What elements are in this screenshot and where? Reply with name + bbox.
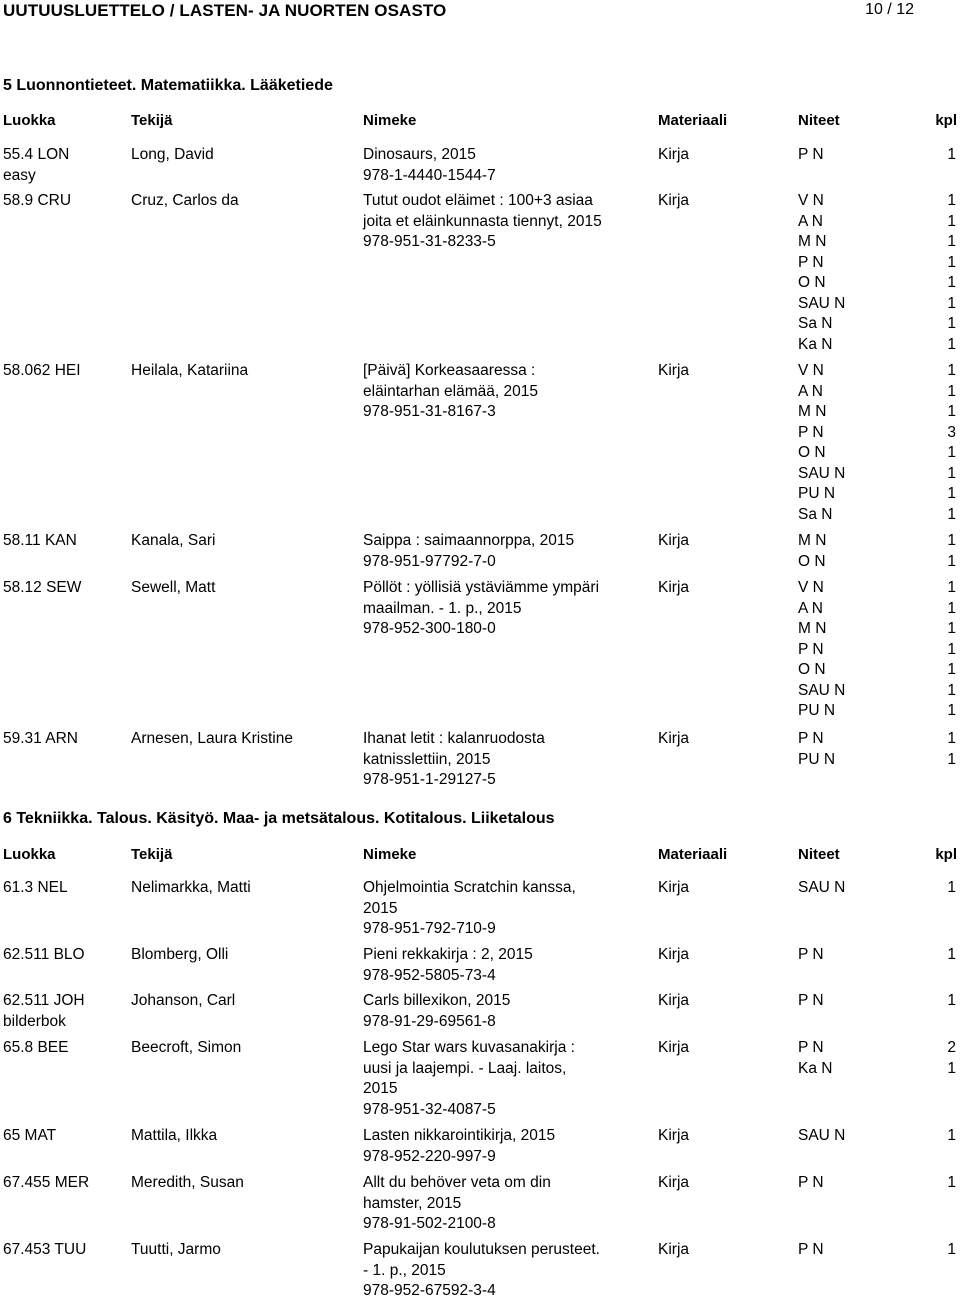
column-header-tekij: Tekijä xyxy=(131,846,173,863)
entry-tekija: Kanala, Sari xyxy=(131,532,216,549)
nide-count: 1 xyxy=(947,505,956,523)
entry-nimeke xyxy=(363,578,653,640)
entry-tekija: Mattila, Ilkka xyxy=(131,1127,218,1144)
nide-location: SAU N xyxy=(798,294,846,312)
nide-count: 1 xyxy=(947,946,956,963)
nimeke-line: hamster, 2015 xyxy=(363,1194,462,1212)
entry-materiaali: Kirja xyxy=(658,946,690,963)
entry-materiaali: Kirja xyxy=(658,730,690,747)
nimeke-line: 978-951-97792-7-0 xyxy=(363,552,496,570)
entry-niteet xyxy=(798,1038,906,1079)
entry-kpl xyxy=(920,945,956,966)
entry-materiaali: Kirja xyxy=(658,1127,690,1144)
luokka-line: 61.3 NEL xyxy=(3,879,68,896)
nide-count: 1 xyxy=(947,750,956,768)
nide-location: O N xyxy=(798,661,826,678)
entry-nimeke xyxy=(363,1038,653,1120)
entry-nimeke xyxy=(363,1173,653,1235)
nimeke-line: Lego Star wars kuvasanakirja : xyxy=(363,1039,575,1056)
entry-tekija: Nelimarkka, Matti xyxy=(131,879,251,896)
nide-count: 1 xyxy=(947,599,956,617)
entry-niteet xyxy=(798,729,906,770)
nide-location: V N xyxy=(798,192,824,209)
nide-count: 1 xyxy=(947,192,956,209)
nide-count: 1 xyxy=(947,879,956,896)
entry-luokka xyxy=(3,991,128,1032)
luokka-line: 58.12 SEW xyxy=(3,579,82,596)
nide-count: 1 xyxy=(947,294,956,312)
entry-luokka xyxy=(3,361,128,382)
nide-location: Sa N xyxy=(798,315,833,332)
nide-location: SAU N xyxy=(798,879,846,896)
nide-count: 1 xyxy=(947,315,956,332)
nide-count: 1 xyxy=(947,233,956,250)
nide-location: M N xyxy=(798,620,827,637)
entry-nimeke xyxy=(363,878,653,940)
entry-materiaali: Kirja xyxy=(658,879,690,896)
luokka-line: 55.4 LON xyxy=(3,146,70,163)
nide-count: 1 xyxy=(947,532,956,549)
entry-luokka xyxy=(3,878,128,899)
nimeke-line: Papukaijan koulutuksen perusteet. xyxy=(363,1241,600,1258)
nide-location: SAU N xyxy=(798,464,846,482)
nimeke-line: 978-91-29-69561-8 xyxy=(363,1012,496,1030)
entry-tekija: Arnesen, Laura Kristine xyxy=(131,730,293,747)
entry-luokka xyxy=(3,145,128,186)
nide-location: A N xyxy=(798,599,823,617)
nide-location: P N xyxy=(798,253,824,271)
entry-niteet xyxy=(798,531,906,572)
nide-location: SAU N xyxy=(798,681,846,699)
entry-kpl xyxy=(920,1038,956,1079)
nide-location: M N xyxy=(798,532,827,549)
nide-location: SAU N xyxy=(798,1127,846,1144)
entry-luokka xyxy=(3,531,128,552)
nide-count: 1 xyxy=(947,382,956,400)
entry-tekija: Johanson, Carl xyxy=(131,992,236,1009)
luokka-line: 67.453 TUU xyxy=(3,1241,87,1258)
nide-count: 1 xyxy=(947,403,956,420)
luokka-line: 58.062 HEI xyxy=(3,362,81,379)
entry-nimeke xyxy=(363,145,653,186)
section-title: 6 Tekniikka. Talous. Käsityö. Maa- ja metsätalous. Kotitalous. Liiketalous xyxy=(3,810,555,827)
entry-niteet xyxy=(798,191,906,355)
nide-location: P N xyxy=(798,730,824,747)
luokka-line: 58.9 CRU xyxy=(3,192,72,209)
entry-materiaali: Kirja xyxy=(658,579,690,596)
nide-count: 1 xyxy=(947,1127,956,1144)
nide-location: P N xyxy=(798,992,824,1009)
nide-count: 1 xyxy=(947,1174,956,1191)
column-header-nimeke: Nimeke xyxy=(363,846,417,863)
entry-nimeke xyxy=(363,531,653,572)
luokka-line: 65 MAT xyxy=(3,1127,57,1144)
column-header-niteet: Niteet xyxy=(798,112,840,129)
nimeke-line: 978-951-792-710-9 xyxy=(363,920,496,937)
nimeke-line: joita et eläinkunnasta tiennyt, 2015 xyxy=(363,212,602,230)
nide-location: P N xyxy=(798,1241,824,1258)
column-header-luokka: Luokka xyxy=(3,846,56,863)
entry-kpl xyxy=(920,1126,956,1147)
entry-tekija: Heilala, Katariina xyxy=(131,362,249,379)
entry-materiaali: Kirja xyxy=(658,146,690,163)
page-title: UUTUUSLUETTELO / LASTEN- JA NUORTEN OSASTO xyxy=(3,1,447,20)
nide-count: 1 xyxy=(947,640,956,658)
entry-kpl xyxy=(920,145,956,166)
entry-niteet xyxy=(798,991,906,1012)
nimeke-line: 978-91-502-2100-8 xyxy=(363,1215,496,1232)
nide-count: 1 xyxy=(947,362,956,379)
nimeke-line: Pieni rekkakirja : 2, 2015 xyxy=(363,946,533,963)
nimeke-line: Allt du behöver veta om din xyxy=(363,1174,551,1191)
nide-count: 3 xyxy=(947,423,956,441)
nide-location: P N xyxy=(798,946,824,963)
nide-location: P N xyxy=(798,146,824,163)
nide-location: Sa N xyxy=(798,505,833,523)
nide-location: Ka N xyxy=(798,335,833,353)
entry-niteet xyxy=(798,578,906,722)
nide-count: 1 xyxy=(947,485,956,502)
luokka-line: 62.511 JOH xyxy=(3,992,85,1009)
entry-tekija: Blomberg, Olli xyxy=(131,946,229,963)
nide-location: PU N xyxy=(798,702,836,719)
nide-count: 1 xyxy=(947,702,956,719)
nide-location: P N xyxy=(798,1039,824,1056)
nide-location: PU N xyxy=(798,485,836,502)
column-header-luokka: Luokka xyxy=(3,112,56,129)
nimeke-line: 978-1-4440-1544-7 xyxy=(363,166,496,184)
nide-count: 1 xyxy=(947,620,956,637)
entry-nimeke xyxy=(363,729,653,791)
nimeke-line: Saippa : saimaannorppa, 2015 xyxy=(363,532,575,549)
column-header-nimeke: Nimeke xyxy=(363,112,417,129)
nide-count: 1 xyxy=(947,274,956,291)
entry-luokka xyxy=(3,729,128,750)
nide-location: P N xyxy=(798,423,824,441)
nide-count: 1 xyxy=(947,730,956,747)
nimeke-line: Tutut oudot eläimet : 100+3 asiaa xyxy=(363,192,593,209)
nimeke-line: 978-952-5805-73-4 xyxy=(363,966,496,984)
nimeke-line: Ohjelmointia Scratchin kanssa, xyxy=(363,879,576,896)
entry-kpl xyxy=(920,191,956,355)
entry-kpl xyxy=(920,361,956,525)
nide-location: V N xyxy=(798,579,824,596)
entry-nimeke xyxy=(363,945,653,986)
nide-location: O N xyxy=(798,274,826,291)
nimeke-line: 2015 xyxy=(363,899,398,917)
entry-tekija: Long, David xyxy=(131,146,214,163)
entry-tekija: Meredith, Susan xyxy=(131,1174,244,1191)
nimeke-line: 2015 xyxy=(363,1080,398,1097)
entry-luokka xyxy=(3,578,128,599)
nimeke-line: Carls billexikon, 2015 xyxy=(363,992,511,1009)
entry-niteet xyxy=(798,1173,906,1194)
entry-niteet xyxy=(798,1240,906,1261)
nide-count: 1 xyxy=(947,464,956,482)
nimeke-line: 978-951-32-4087-5 xyxy=(363,1100,496,1118)
entry-tekija: Tuutti, Jarmo xyxy=(131,1241,221,1258)
entry-niteet xyxy=(798,361,906,525)
column-header-materiaali: Materiaali xyxy=(658,112,728,129)
entry-nimeke xyxy=(363,361,653,423)
nimeke-line: eläintarhan elämää, 2015 xyxy=(363,382,538,400)
nimeke-line: 978-951-31-8233-5 xyxy=(363,233,496,250)
entry-kpl xyxy=(920,991,956,1012)
entry-nimeke xyxy=(363,991,653,1032)
column-header-kpl: kpl xyxy=(935,846,957,863)
nimeke-line: Lasten nikkarointikirja, 2015 xyxy=(363,1127,556,1144)
nide-location: A N xyxy=(798,382,823,400)
nide-location: PU N xyxy=(798,750,836,768)
nide-count: 1 xyxy=(947,992,956,1009)
luokka-line: bilderbok xyxy=(3,1012,66,1030)
entry-materiaali: Kirja xyxy=(658,362,690,379)
entry-luokka xyxy=(3,1126,128,1147)
nide-location: M N xyxy=(798,403,827,420)
entry-materiaali: Kirja xyxy=(658,1174,690,1191)
nimeke-line: 978-952-220-997-9 xyxy=(363,1147,496,1165)
entry-kpl xyxy=(920,1240,956,1261)
nide-count: 1 xyxy=(947,212,956,230)
luokka-line: easy xyxy=(3,166,36,184)
entry-niteet xyxy=(798,1126,906,1147)
nimeke-line: [Päivä] Korkeasaaressa : xyxy=(363,362,536,379)
entry-niteet xyxy=(798,878,906,899)
nide-count: 2 xyxy=(947,1039,956,1056)
entry-tekija: Cruz, Carlos da xyxy=(131,192,239,209)
entry-nimeke xyxy=(363,1240,653,1302)
nide-count: 1 xyxy=(947,444,956,461)
entry-luokka xyxy=(3,945,128,966)
entry-kpl xyxy=(920,878,956,899)
entry-luokka xyxy=(3,1038,128,1059)
nide-location: P N xyxy=(798,640,824,658)
entry-materiaali: Kirja xyxy=(658,1039,690,1056)
nide-count: 1 xyxy=(947,579,956,596)
nide-count: 1 xyxy=(947,146,956,163)
nide-count: 1 xyxy=(947,253,956,271)
entry-materiaali: Kirja xyxy=(658,992,690,1009)
nide-location: A N xyxy=(798,212,823,230)
nimeke-line: - 1. p., 2015 xyxy=(363,1261,446,1279)
entry-materiaali: Kirja xyxy=(658,1241,690,1258)
nide-count: 1 xyxy=(947,661,956,678)
nide-count: 1 xyxy=(947,335,956,353)
nimeke-line: 978-951-1-29127-5 xyxy=(363,771,496,788)
nimeke-line: uusi ja laajempi. - Laaj. laitos, xyxy=(363,1059,567,1077)
nide-location: O N xyxy=(798,444,826,461)
entry-tekija: Beecroft, Simon xyxy=(131,1039,242,1056)
column-header-tekij: Tekijä xyxy=(131,112,173,129)
nimeke-line: 978-952-67592-3-4 xyxy=(363,1282,496,1299)
nide-location: Ka N xyxy=(798,1059,833,1077)
entry-nimeke xyxy=(363,1126,653,1167)
nimeke-line: maailman. - 1. p., 2015 xyxy=(363,599,522,617)
entry-kpl xyxy=(920,729,956,770)
entry-luokka xyxy=(3,1173,128,1194)
nide-count: 1 xyxy=(947,552,956,570)
nimeke-line: Pöllöt : yöllisiä ystäviämme ympäri xyxy=(363,579,600,596)
column-header-kpl: kpl xyxy=(935,112,957,129)
nide-location: M N xyxy=(798,233,827,250)
nide-count: 1 xyxy=(947,681,956,699)
entry-niteet xyxy=(798,945,906,966)
entry-kpl xyxy=(920,578,956,722)
nimeke-line: 978-952-300-180-0 xyxy=(363,620,496,637)
nide-location: V N xyxy=(798,362,824,379)
nide-location: O N xyxy=(798,552,826,570)
page-number: 10 / 12 xyxy=(865,1,914,18)
nide-count: 1 xyxy=(947,1241,956,1258)
nide-count: 1 xyxy=(947,1059,956,1077)
section-title: 5 Luonnontieteet. Matematiikka. Lääketiede xyxy=(3,77,333,94)
luokka-line: 59.31 ARN xyxy=(3,730,78,747)
entry-tekija: Sewell, Matt xyxy=(131,579,216,596)
luokka-line: 58.11 KAN xyxy=(3,532,77,549)
luokka-line: 62.511 BLO xyxy=(3,946,85,963)
luokka-line: 65.8 BEE xyxy=(3,1039,69,1056)
entry-materiaali: Kirja xyxy=(658,532,690,549)
nide-location: P N xyxy=(798,1174,824,1191)
column-header-niteet: Niteet xyxy=(798,846,840,863)
entry-niteet xyxy=(798,145,906,166)
entry-kpl xyxy=(920,531,956,572)
entry-materiaali: Kirja xyxy=(658,192,690,209)
nimeke-line: katnisslettiin, 2015 xyxy=(363,750,491,768)
entry-nimeke xyxy=(363,191,653,253)
entry-luokka xyxy=(3,1240,128,1261)
nimeke-line: Ihanat letit : kalanruodosta xyxy=(363,730,545,747)
luokka-line: 67.455 MER xyxy=(3,1174,90,1191)
entry-kpl xyxy=(920,1173,956,1194)
nimeke-line: Dinosaurs, 2015 xyxy=(363,146,476,163)
entry-luokka xyxy=(3,191,128,212)
nimeke-line: 978-951-31-8167-3 xyxy=(363,403,496,420)
column-header-materiaali: Materiaali xyxy=(658,846,728,863)
